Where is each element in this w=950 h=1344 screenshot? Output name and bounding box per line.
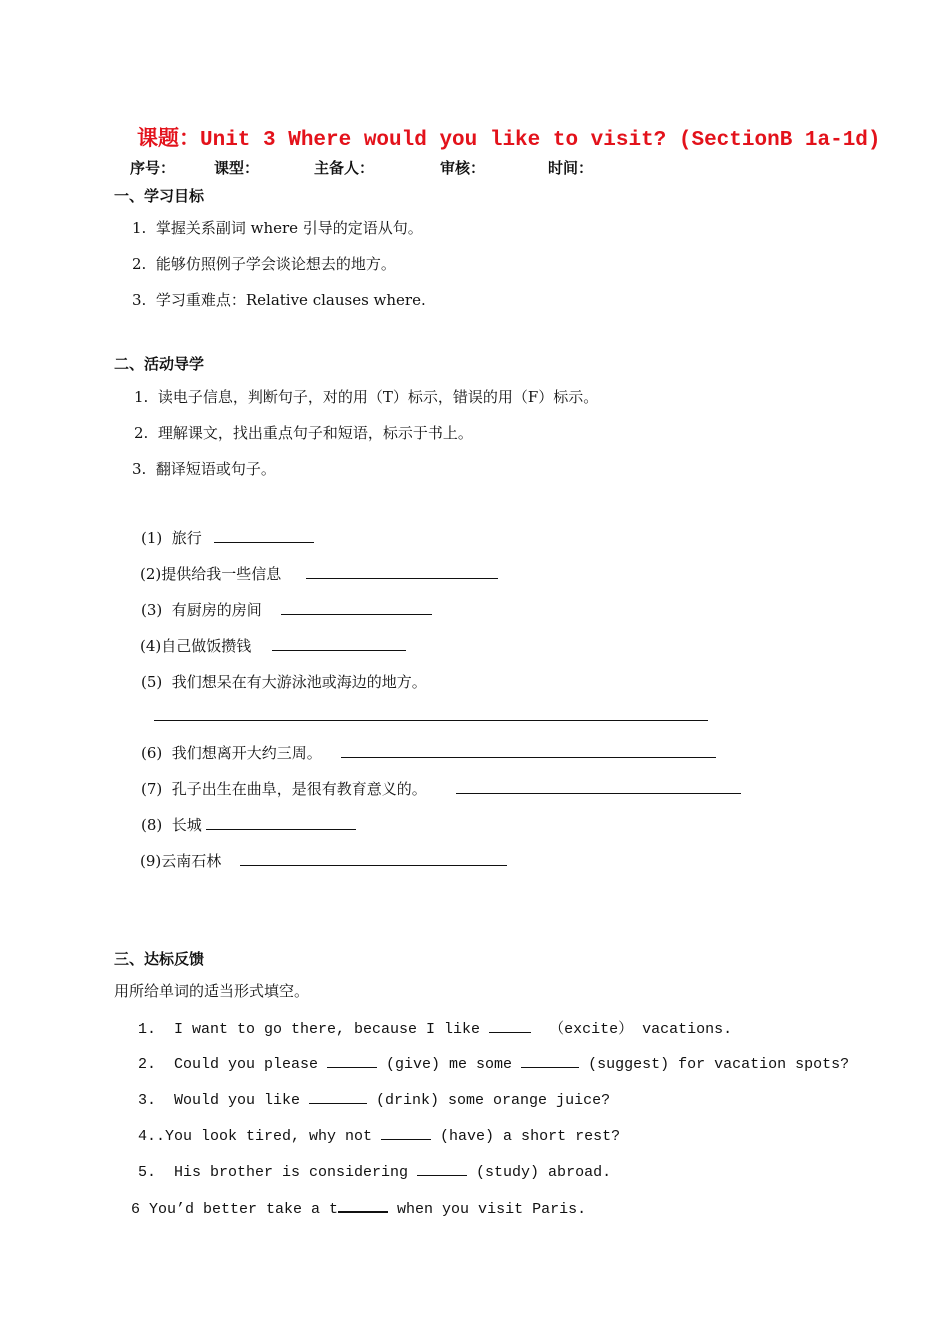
exercise-6-blank[interactable] (338, 1197, 388, 1213)
exercise-2-text-c: (suggest) for vacation spots? (579, 1056, 850, 1073)
exercise-6-text-b: when you visit Paris. (388, 1201, 587, 1218)
answer-line-2[interactable] (306, 578, 498, 579)
exercise-1-text-a: 1. I want to go there, because I like (138, 1021, 490, 1038)
section2-heading: 二、活动导学 (114, 355, 205, 373)
answer-line-3[interactable] (281, 614, 432, 615)
exercise-5 (138, 1161, 611, 1181)
meta-type: 课型： (214, 159, 260, 177)
exercise-1-text-b: （excite） vacations. (531, 1021, 733, 1038)
exercise-1-blank[interactable] (489, 1018, 531, 1033)
meta-review: 审核： (440, 159, 486, 177)
section1-item-3: 3. 学习重难点：Relative clauses where. (132, 291, 426, 309)
translation-5: (5) 我们想呆在有大游泳池或海边的地方。 (141, 673, 427, 691)
page-title (137, 122, 881, 152)
answer-line-4[interactable] (272, 650, 406, 651)
section3-heading: 三、达标反馈 (114, 950, 205, 968)
section3-instruction: 用所给单词的适当形式填空。 (114, 982, 310, 1000)
exercise-4 (138, 1125, 620, 1145)
section1-item-1: 1. 掌握关系副词 where 引导的定语从句。 (132, 219, 423, 237)
section2-item-1: 1. 读电子信息，判断句子，对的用（T）标示，错误的用（F）标示。 (134, 388, 599, 406)
exercise-6 (131, 1197, 586, 1218)
answer-line-7[interactable] (456, 793, 741, 794)
answer-line-1[interactable] (214, 542, 314, 543)
exercise-2-blank-1[interactable] (327, 1053, 377, 1068)
exercise-3-text-b: (drink) some orange juice? (367, 1092, 611, 1109)
exercise-2 (138, 1053, 849, 1073)
exercise-5-blank[interactable] (417, 1161, 467, 1176)
section1-heading: 一、学习目标 (114, 187, 205, 205)
translation-8: (8) 长城 (141, 816, 202, 834)
title-text: Unit 3 Where would you like to visit? (SectionB 1a-1d) (200, 129, 881, 152)
exercise-1 (138, 1017, 732, 1038)
translation-3: (3) 有厨房的房间 (141, 601, 267, 619)
section1-item-2: 2. 能够仿照例子学会谈论想去的地方。 (132, 255, 396, 273)
meta-time: 时间： (548, 159, 594, 177)
meta-serial: 序号： (130, 159, 176, 177)
section2-item-3: 3. 翻译短语或句子。 (132, 460, 276, 478)
translation-7: (7) 孔子出生在曲阜，是很有教育意义的。 (141, 780, 427, 798)
translation-6: (6) 我们想离开大约三周。 (141, 744, 322, 762)
exercise-4-text-a: 4..You look tired, why not (138, 1128, 382, 1145)
exercise-5-text-b: (study) abroad. (467, 1164, 612, 1181)
exercise-2-blank-2[interactable] (521, 1053, 579, 1068)
exercise-3 (138, 1089, 610, 1109)
answer-line-8[interactable] (206, 829, 356, 830)
exercise-3-text-a: 3. Would you like (138, 1092, 310, 1109)
exercise-4-text-b: (have) a short rest? (431, 1128, 621, 1145)
translation-9: (9)云南石林 (140, 852, 227, 870)
translation-1: (1) 旅行 (141, 529, 207, 547)
translation-2: (2)提供给我一些信息 (140, 565, 287, 583)
title-prefix: 课题： (137, 126, 200, 150)
exercise-6-text-a: 6 You’d better take a t (131, 1201, 339, 1218)
exercise-2-text-a: 2. Could you please (138, 1056, 328, 1073)
answer-line-9[interactable] (240, 865, 507, 866)
section2-item-2: 2. 理解课文，找出重点句子和短语，标示于书上。 (134, 424, 473, 442)
exercise-2-text-b: (give) me some (377, 1056, 522, 1073)
exercise-4-blank[interactable] (381, 1125, 431, 1140)
exercise-3-blank[interactable] (309, 1089, 367, 1104)
exercise-5-text-a: 5. His brother is considering (138, 1164, 418, 1181)
translation-4: (4)自己做饭攒钱 (140, 637, 257, 655)
answer-line-5[interactable] (154, 720, 708, 721)
answer-line-6[interactable] (341, 757, 716, 758)
meta-author: 主备人： (314, 159, 375, 177)
